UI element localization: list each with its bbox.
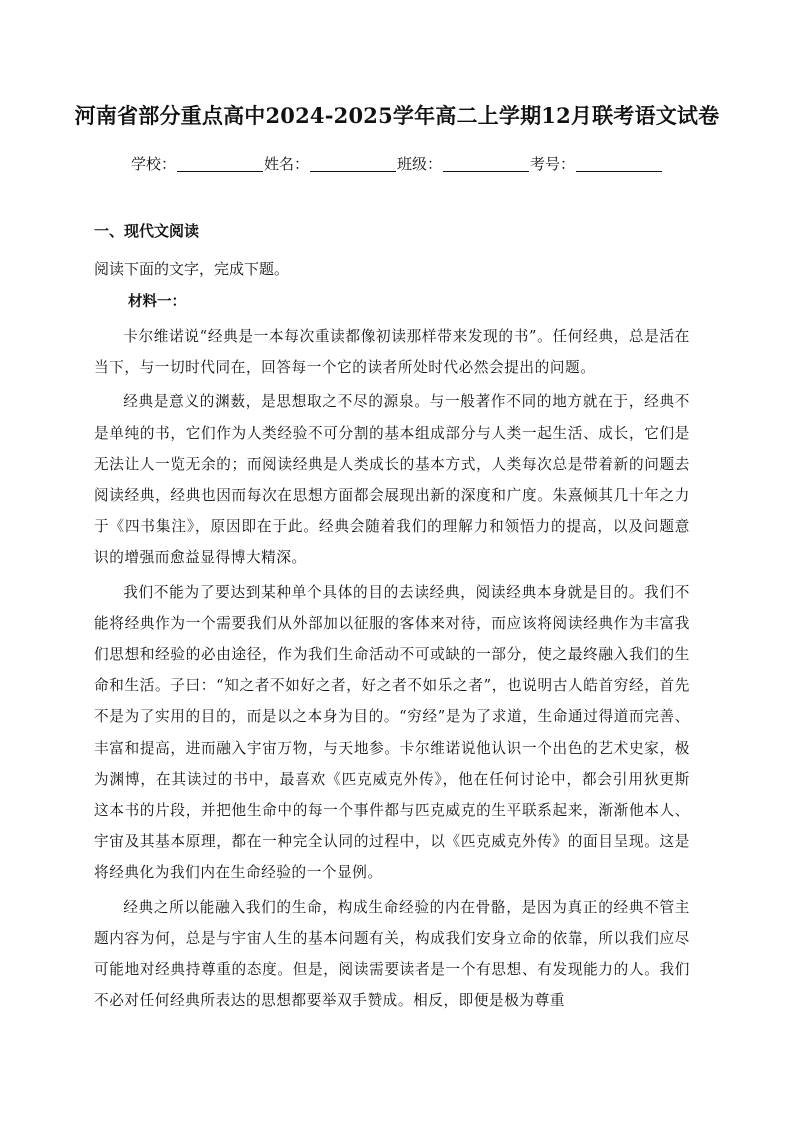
exam-number-field bbox=[530, 153, 663, 175]
passage-paragraph: 卡尔维诺说“经典是一本每次重读都像初读那样带来发现的书”。任何经典，总是活在当下，与一切时代同在，回答每一个它的读者所处时代必然会提出的问题。 bbox=[94, 328, 690, 377]
passage-body bbox=[94, 321, 690, 1019]
passage-paragraph: 我们不能为了要达到某种单个具体的目的去读经典，阅读经典本身就是目的。我们不能将经典作为一个需要我们从外部加以征服的客体来对待，而应该将阅读经典作为丰富我们思想和经验的必由途径，作为我们生命活动不可或缺的一部分，使之最终融入我们的生命和生活。子曰：“知之者不如好之者，好之者不如乐之者”，也说明古人皓首穷经，首先不是为了实用的目的，而是以之本身为目的。“穷经”是为了求道，生命通过得道而完善、丰富和提高，进而融入宇宙万物，与天地参。卡尔维诺说他认识一个出色的艺术史家，极为渊博，在其读过的书中，最喜欢《匹克威克外传》，他在任何讨论中，都会引用狄更斯这本书的片段，并把他生命中的每一个事件都与匹克威克的生平联系起来，渐渐他本人、宇宙及其基本原理，都在一种完全认同的过程中，以《匹克威克外传》的面目呈现。这是将经典化为我们内在生命经验的一个显例。 bbox=[94, 583, 690, 882]
name-field bbox=[264, 153, 397, 175]
passage-paragraph: 经典是意义的渊薮，是思想取之不尽的源泉。与一般著作不同的地方就在于，经典不是单纯的书，它们作为人类经验不可分割的基本组成部分与人类一起生活、成长，它们是无法让人一览无余的；而阅读经典是人类成长的基本方式，人类每次总是带着新的问题去阅读经典，经典也因而每次在思想方面都会展现出新的深度和广度。朱熹倾其几十年之力于《四书集注》，原因即在于此。经典会随着我们的理解力和领悟力的提高，以及问题意识的增强而愈益显得博大精深。 bbox=[94, 393, 690, 567]
exam-title: 河南省部分重点高中2024-2025学年高二上学期12月联考语文试卷 bbox=[74, 103, 720, 128]
material-label: 材料一： bbox=[128, 293, 186, 310]
class-label: 班级： bbox=[397, 155, 443, 173]
class-field bbox=[397, 153, 530, 175]
reading-instruction: 阅读下面的文字，完成下题。 bbox=[94, 260, 290, 278]
exam-number-blank-line[interactable] bbox=[576, 156, 662, 172]
school-label: 学校： bbox=[130, 155, 176, 173]
section-heading: 一、现代文阅读 bbox=[94, 222, 200, 240]
school-blank-line[interactable] bbox=[177, 156, 263, 172]
student-info-row bbox=[0, 153, 794, 175]
class-blank-line[interactable] bbox=[443, 156, 529, 172]
exam-number-label: 考号： bbox=[530, 155, 576, 173]
school-field bbox=[131, 153, 264, 175]
passage-paragraph: 经典之所以能融入我们的生命，构成生命经验的内在骨骼，是因为真正的经典不管主题内容为何，总是与宇宙人生的基本问题有关，构成我们安身立命的依靠，所以我们应尽可能地对经典持尊重的态度。但是，阅读需要读者是一个有思想、有发现能力的人。我们不必对任何经典所表达的思想都要举双手赞成。相反，即便是极为尊重 bbox=[94, 898, 690, 1010]
name-blank-line[interactable] bbox=[310, 156, 396, 172]
name-label: 姓名： bbox=[263, 155, 309, 173]
